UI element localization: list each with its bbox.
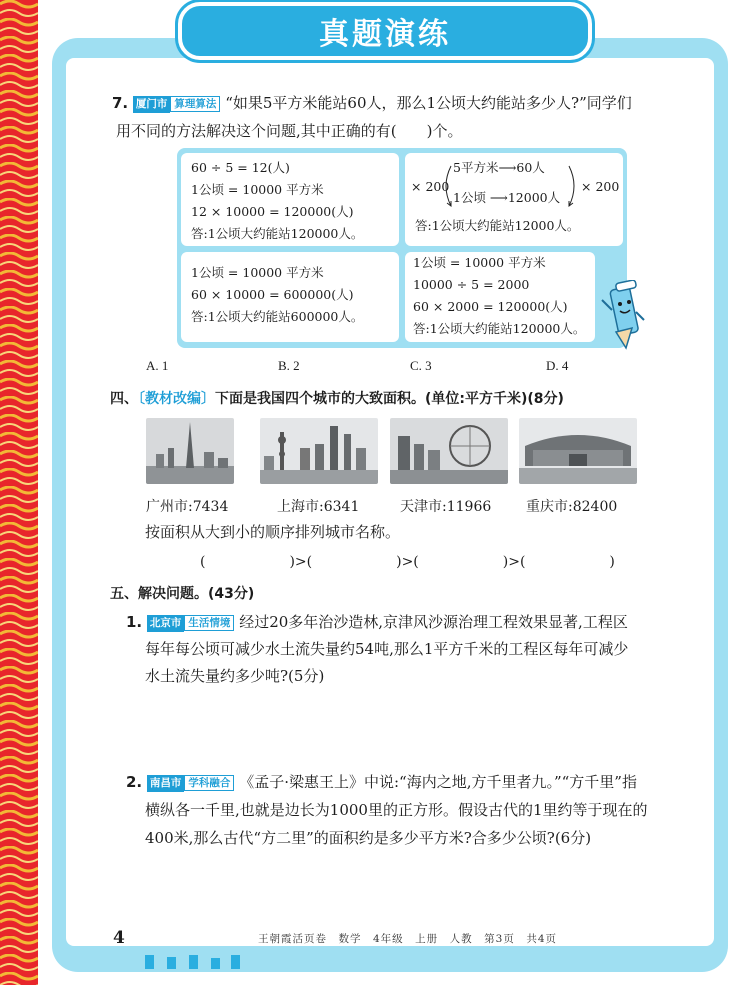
section5-heading: 五、解决问题。(43分) xyxy=(110,586,255,602)
q7-number: 7. xyxy=(112,94,129,112)
pencil-mascot-icon xyxy=(600,280,648,352)
method4-line: 1公顷 = 10000 平方米 xyxy=(413,255,546,270)
method-box-1 xyxy=(181,153,399,246)
ordering-blanks[interactable]: ( )>( )>( )>( ) xyxy=(200,554,615,570)
q7-type-tag: 算理算法 xyxy=(170,96,220,112)
footer-info: 王朝霞活页卷 数学 4年级 上册 人教 第3页 共4页 xyxy=(258,933,558,945)
guangzhou-photo xyxy=(146,418,234,484)
problem2-line1 xyxy=(126,772,637,792)
choice-a[interactable]: A. 1 xyxy=(146,358,169,373)
decorative-wavy-stripe xyxy=(0,0,38,985)
problem1-line1 xyxy=(126,612,628,632)
problem1-text: 经过20多年治沙造林,京津风沙源治理工程效果显著,工程区 xyxy=(239,613,628,631)
section4-tag: 〔教材改编〕 xyxy=(138,391,215,407)
problem2-number: 2. xyxy=(126,773,143,791)
method2-top-row: 5平方米⟶60人 xyxy=(453,160,545,175)
city-shanghai: 上海市:6341 xyxy=(277,499,360,515)
method2-left-factor: × 200 xyxy=(411,179,450,194)
chongqing-photo xyxy=(519,418,637,484)
method1-line: 12 × 10000 = 120000(人) xyxy=(191,204,354,219)
tianjin-photo xyxy=(390,418,508,484)
method-box-4 xyxy=(405,252,595,342)
method1-line: 答:1公顷大约能站120000人。 xyxy=(191,226,364,241)
method-box-2 xyxy=(405,153,623,246)
method3-line: 60 × 10000 = 600000(人) xyxy=(191,287,354,302)
problem2-text: 横纵各一千里,也就是边长为1000里的正方形。假设古代的1里约等于现在的 xyxy=(145,801,648,819)
problem1-text: 每年每公顷可减少水土流失量约54吨,那么1平方千米的工程区每年可减少 xyxy=(145,640,629,658)
problem2-text: 400米,那么古代“方二里”的面积约是多少平方米?合多少公顷?(6分) xyxy=(145,829,592,847)
problem1-city-tag: 北京市 xyxy=(147,615,185,632)
q7-city-tag: 厦门市 xyxy=(133,96,171,113)
choice-d[interactable]: D. 4 xyxy=(546,358,569,373)
section4-heading-line xyxy=(110,389,564,409)
shanghai-photo xyxy=(260,418,378,484)
page-number: 4 xyxy=(113,928,125,948)
method2-right-factor: × 200 xyxy=(581,179,620,194)
method-box-3 xyxy=(181,252,399,342)
problem1-type-tag: 生活情境 xyxy=(184,615,234,631)
section4-heading: 四、 xyxy=(110,391,138,407)
problem1-text: 水土流失量约多少吨?(5分) xyxy=(145,667,325,685)
q7-text-line2: 用不同的方法解决这个问题,其中正确的有( )个。 xyxy=(116,122,463,140)
problem2-type-tag: 学科融合 xyxy=(184,775,234,791)
section4-instruction: 按面积从大到小的顺序排列城市名称。 xyxy=(145,523,401,541)
problem2-city-tag: 南昌市 xyxy=(147,775,185,792)
method1-line: 60 ÷ 5 = 12(人) xyxy=(191,160,290,175)
method4-line: 答:1公顷大约能站120000人。 xyxy=(413,321,586,336)
right-bracket-arrow-icon xyxy=(567,163,581,209)
city-tianjin: 天津市:11966 xyxy=(400,499,492,515)
method4-line: 10000 ÷ 5 = 2000 xyxy=(413,277,530,292)
q7-methods-panel xyxy=(177,148,627,348)
choice-b[interactable]: B. 2 xyxy=(278,358,300,373)
q7-line1 xyxy=(112,93,632,113)
problem1-number: 1. xyxy=(126,613,143,631)
method3-line: 1公顷 = 10000 平方米 xyxy=(191,265,324,280)
section4-title: 下面是我国四个城市的大致面积。(单位:平方千米)(8分) xyxy=(215,391,564,407)
left-bracket-arrow-icon xyxy=(439,163,453,209)
city-guangzhou: 广州市:7434 xyxy=(146,499,229,515)
header-tab xyxy=(178,2,592,60)
method2-answer: 答:1公顷大约能站12000人。 xyxy=(415,218,580,233)
choice-c[interactable]: C. 3 xyxy=(410,358,432,373)
method1-line: 1公顷 = 10000 平方米 xyxy=(191,182,324,197)
page-title: 真题演练 xyxy=(319,17,451,52)
method2-bottom-row: 1公顷 ⟶12000人 xyxy=(453,190,561,205)
q7-text-line1: “如果5平方米能站60人，那么1公顷大约能站多少人?”同学们 xyxy=(225,94,632,112)
problem2-text: 《孟子·梁惠王上》中说:“海内之地,方千里者九。”“方千里”指 xyxy=(239,773,637,791)
method4-line: 60 × 2000 = 120000(人) xyxy=(413,299,568,314)
footer-decoration-bars xyxy=(145,955,245,969)
method3-line: 答:1公顷大约能站600000人。 xyxy=(191,309,364,324)
city-chongqing: 重庆市:82400 xyxy=(526,499,618,515)
